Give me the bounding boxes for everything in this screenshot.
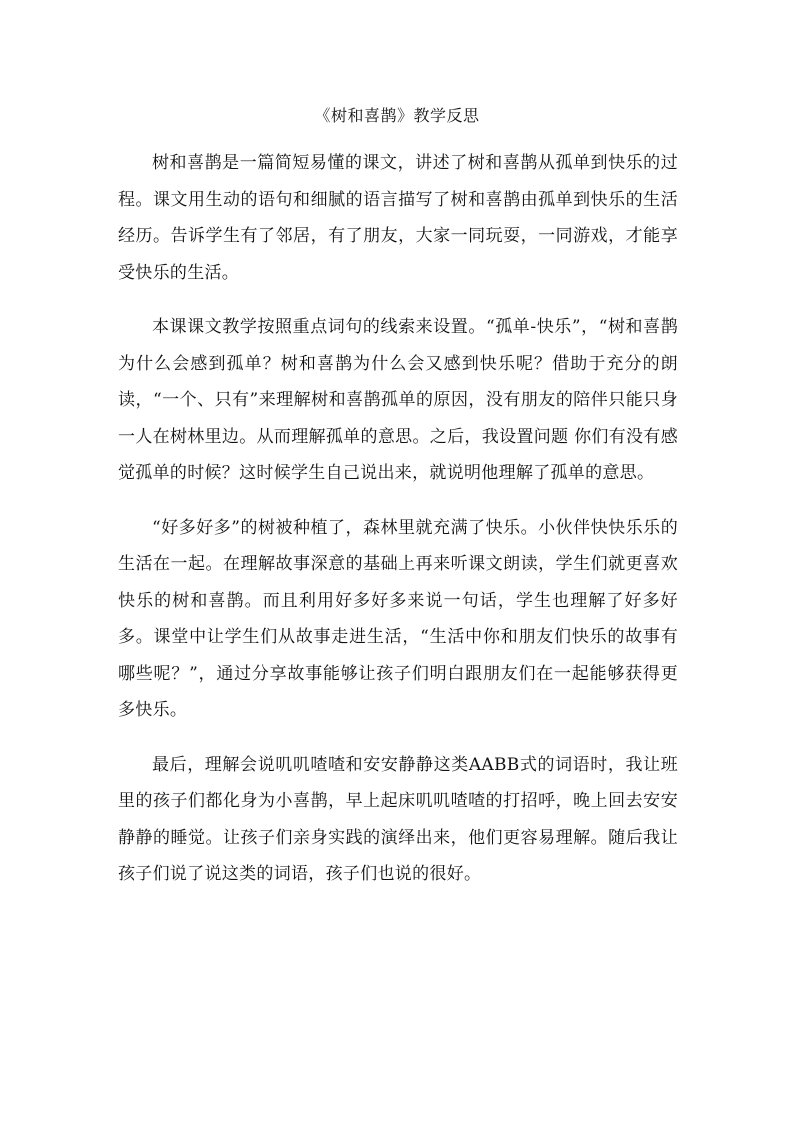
paragraph-3: “好多好多”的树被种植了，森林里就充满了快乐。小伙伴快快乐乐的生活在一起。在理解故事深意的基础上再来听课文朗读，学生们就更喜欢快乐的树和喜鹊。而且利用好多好多来说一句话，学生也理解了好多好多。课堂中让学生们从故事走进生活，“生活中你和朋友们快乐的故事有哪些呢？”，通过分享故事能够让孩子们明白跟朋友们在一起能够获得更多快乐。 [118, 517, 678, 720]
document-title: 《树和喜鹊》教学反思 [314, 106, 480, 125]
paragraph-2: 本课课文教学按照重点词句的线索来设置。“孤单-快乐”，“树和喜鹊为什么会感到孤单？树和喜鹊为什么会又感到快乐呢？借助于充分的朗读，“一个、只有”来理解树和喜鹊孤单的原因，没有朋友的陪伴只能只身一人在树林里边。从而理解孤单的意思。之后，我设置问题 你们有没有感觉孤单的时候？这时候学生自己说出来，就说明他理解了孤单的意思。 [118, 317, 678, 483]
paragraph-4: 最后，理解会说叽叽喳喳和安安静静这类AABB式的词语时，我让班里的孩子们都化身为小喜鹊，早上起床叽叽喳喳的打招呼，晚上回去安安静静的睡觉。让孩子们亲身实践的演绎出来，他们更容易理解。随后我让孩子们说了说这类的词语，孩子们也说的很好。 [118, 754, 678, 884]
paragraph-1: 树和喜鹊是一篇简短易懂的课文，讲述了树和喜鹊从孤单到快乐的过程。课文用生动的语句和细腻的语言描写了树和喜鹊由孤单到快乐的生活经历。告诉学生有了邻居，有了朋友，大家一同玩耍，一同游戏，才能享受快乐的生活。 [118, 153, 678, 283]
document-body [118, 145, 678, 911]
